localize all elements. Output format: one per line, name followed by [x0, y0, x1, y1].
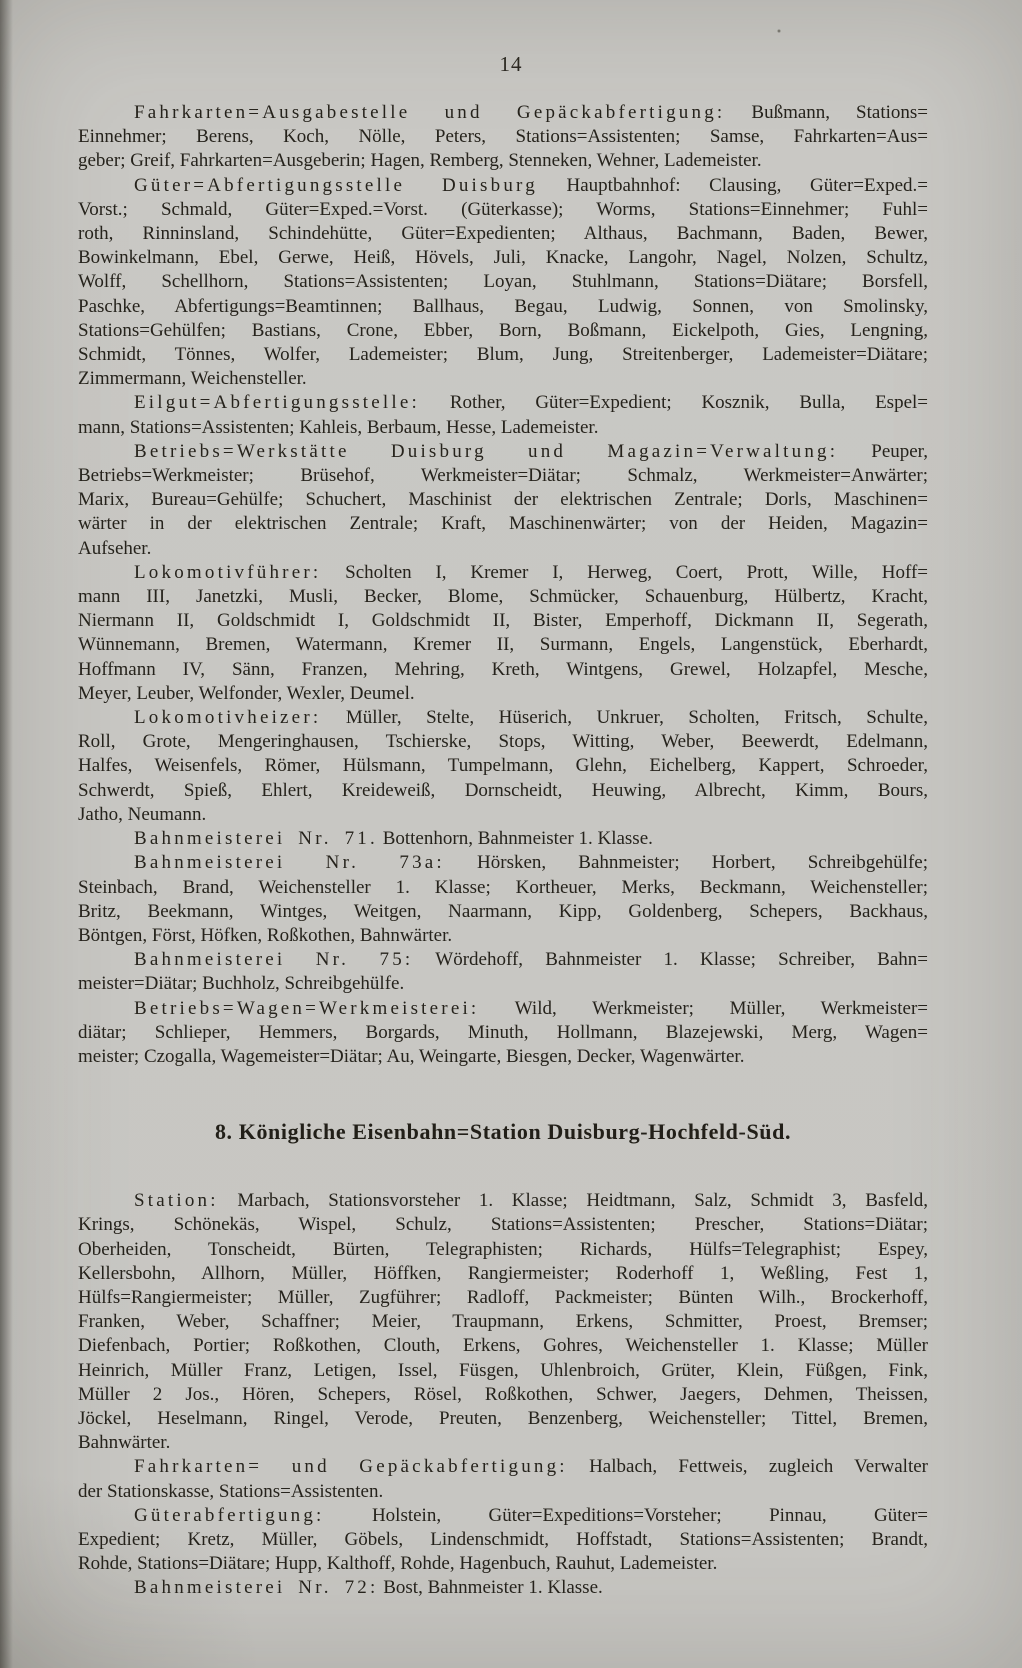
text-line: Steinbach, Brand, Weichensteller 1. Klasse; Kortheuer, Merks, Beckmann, Weichensteller;	[78, 876, 928, 898]
text-line: Güterabfertigung: Holstein, Güter=Expeditions=Vorsteher; Pinnau, Güter=	[134, 1504, 928, 1526]
text-line: Fahrkarten= und Gepäckabfertigung: Halbach, Fettweis, zugleich Verwalter	[134, 1456, 928, 1478]
text-line: Schwerdt, Spieß, Ehlert, Kreideweiß, Dornscheidt, Heuwing, Albrecht, Kimm, Bours,	[78, 779, 928, 801]
paragraph-lead: Bahnmeisterei Nr. 71.	[134, 828, 378, 850]
paragraph	[78, 391, 928, 439]
paragraph-lead: Güterabfertigung:	[134, 1504, 325, 1526]
text-line: Wünnemann, Bremen, Watermann, Kremer II, Surmann, Engels, Langenstück, Eberhardt,	[78, 634, 928, 656]
text-line: Hülfs=Rangiermeister; Müller, Zugführer; Radloff, Packmeister; Bünten Wilh., Brockerhoff,	[78, 1286, 928, 1308]
paragraph-lead: Station:	[134, 1190, 219, 1212]
text-line: mann III, Janetzki, Musli, Becker, Blome, Schmücker, Schauenburg, Hülbertz, Kracht,	[78, 586, 928, 608]
text-line: Bahnmeisterei Nr. 73a: Hörsken, Bahnmeister; Horbert, Schreibgehülfe;	[134, 852, 929, 874]
paragraph-lead: Eilgut=Abfertigungsstelle:	[134, 392, 420, 414]
paragraph-lead: Fahrkarten=Ausgabestelle und Gepäckabfertigung:	[134, 102, 726, 123]
paragraph-lead: Betriebs=Werkstätte Duisburg und Magazin=Verwaltung:	[134, 440, 839, 462]
text-line: Lokomotivheizer: Müller, Stelte, Hüserich, Unkruer, Scholten, Fritsch, Schulte,	[134, 707, 928, 729]
text-line: Vorst.; Schmald, Güter=Exped.=Vorst. (Güterkasse); Worms, Stations=Einnehmer; Fuhl=	[78, 198, 928, 220]
page-left-edge-shadow	[0, 0, 13, 1668]
paragraph-lead: Betriebs=Wagen=Werkmeisterei:	[134, 997, 480, 1019]
paragraph	[78, 174, 928, 392]
text-line: Franken, Weber, Schaffner; Meier, Traupmann, Erkens, Schmitter, Proest, Bremser;	[78, 1311, 928, 1333]
paragraph	[78, 561, 928, 706]
paragraph-lead: Bahnmeisterei Nr. 72:	[134, 1577, 379, 1599]
paragraph	[78, 706, 928, 827]
page-number: 14	[499, 52, 523, 76]
text-line: Paschke, Abfertigungs=Beamtinnen; Ballhaus, Begau, Ludwig, Sonnen, von Smolinsky,	[78, 295, 928, 317]
text-line: Betriebs=Wagen=Werkmeisterei: Wild, Werkmeister; Müller, Werkmeister=	[134, 997, 928, 1019]
text-line: Expedient; Kretz, Müller, Göbels, Lindenschmidt, Hoffstadt, Stations=Assistenten; Brandt,	[78, 1528, 928, 1550]
text-line: roth, Rinninsland, Schindehütte, Güter=Expedienten; Althaus, Bachmann, Baden, Bewer,	[78, 223, 928, 245]
text-line: Böntgen, Först, Höfken, Roßkothen, Bahnwärter.	[78, 924, 453, 946]
text-line: Hoffmann IV, Sänn, Franzen, Mehring, Kreth, Wintgens, Grewel, Holzapfel, Mesche,	[78, 658, 928, 680]
paragraph-lead: Bahnmeisterei Nr. 73a:	[134, 852, 445, 874]
text-line: Aufseher.	[78, 537, 152, 559]
text-line: Betriebs=Werkmeister; Brüsehof, Werkmeister=Diätar; Schmalz, Werkmeister=Anwärter;	[78, 465, 928, 487]
text-line: Jatho, Neumann.	[78, 803, 207, 825]
text-line: Fahrkarten=Ausgabestelle und Gepäckabfertigung: Bußmann, Stations=	[134, 102, 928, 123]
paragraph-lead: Güter=Abfertigungsstelle Duisburg	[134, 174, 538, 196]
text-line: Britz, Beekmann, Wintges, Weitgen, Naarmann, Kipp, Goldenberg, Schepers, Backhaus,	[78, 900, 928, 922]
text-line: Bahnmeisterei Nr. 75: Wördehoff, Bahnmeister 1. Klasse; Schreiber, Bahn=	[134, 949, 928, 971]
text-line: geber; Greif, Fahrkarten=Ausgeberin; Hagen, Remberg, Stenneken, Wehner, Lademeister.	[78, 150, 762, 172]
text-line: meister=Diätar; Buchholz, Schreibgehülfe.	[78, 973, 405, 995]
text-line: Marix, Bureau=Gehülfe; Schuchert, Maschinist der elektrischen Zentrale; Dorls, Maschinen=	[78, 489, 928, 511]
text-line: Heinrich, Müller Franz, Letigen, Issel, Füsgen, Uhlenbroich, Grüter, Klein, Füßgen, Fink,	[78, 1359, 928, 1381]
text-line: Halfes, Weisenfels, Römer, Hülsmann, Tumpelmann, Glehn, Eichelberg, Kappert, Schroeder,	[78, 755, 928, 777]
paragraph	[78, 948, 928, 996]
text-line: Niermann II, Goldschmidt I, Goldschmidt II, Bister, Emperhoff, Dickmann II, Segerath,	[78, 610, 928, 632]
text-line: Zimmermann, Weichensteller.	[78, 368, 307, 390]
text-line: Krings, Schönekäs, Wispel, Schulz, Stations=Assistenten; Prescher, Stations=Diätar;	[78, 1214, 928, 1236]
text-line: Bahnmeisterei Nr. 72: Bost, Bahnmeister 1. Klasse.	[134, 1577, 603, 1599]
text-line: Betriebs=Werkstätte Duisburg und Magazin=Verwaltung: Peuper,	[134, 440, 928, 462]
text-line: mann, Stations=Assistenten; Kahleis, Berbaum, Hesse, Lademeister.	[78, 416, 599, 438]
paragraph	[78, 1576, 928, 1600]
text-line: Rohde, Stations=Diätare; Hupp, Kalthoff, Rohde, Hagenbuch, Rauhut, Lademeister.	[78, 1553, 718, 1575]
text-line: Bahnmeisterei Nr. 71. Bottenhorn, Bahnmeister 1. Klasse.	[134, 828, 653, 850]
paragraph	[78, 827, 928, 851]
text-line: Meyer, Leuber, Welfonder, Wexler, Deumel.	[78, 682, 415, 704]
paragraph	[78, 1455, 928, 1503]
paragraph	[78, 851, 928, 948]
text-line: Eilgut=Abfertigungsstelle: Rother, Güter=Expedient; Kosznik, Bulla, Espel=	[134, 392, 928, 414]
text-line: diätar; Schlieper, Hemmers, Borgards, Minuth, Hollmann, Blazejewski, Merg, Wagen=	[78, 1021, 928, 1043]
text-line: Bahnwärter.	[78, 1432, 171, 1454]
paragraph	[78, 997, 928, 1070]
paragraph-lead: Lokomotivheizer:	[134, 707, 322, 729]
paragraph-lead: Lokomotivführer:	[134, 561, 322, 583]
text-line: Wolff, Schellhorn, Stations=Assistenten; Loyan, Stuhlmann, Stations=Diätare; Borsfell,	[78, 271, 928, 293]
paragraph-lead: Fahrkarten= und Gepäckabfertigung:	[134, 1456, 568, 1478]
text-block	[78, 101, 928, 1601]
paragraph	[78, 1189, 928, 1455]
section-heading: 8. Königliche Eisenbahn=Station Duisburg-Hochfeld-Süd.	[214, 1119, 792, 1145]
text-line: der Stationskasse, Stations=Assistenten.	[78, 1480, 384, 1502]
text-line: Oberheiden, Tonscheidt, Bürten, Telegraphisten; Richards, Hülfs=Telegraphist; Espey,	[78, 1238, 928, 1260]
text-line: Jöckel, Heselmann, Ringel, Verode, Preuten, Benzenberg, Weichensteller; Tittel, Bremen,	[78, 1407, 928, 1429]
paragraph	[78, 101, 928, 174]
text-line: wärter in der elektrischen Zentrale; Kraft, Maschinenwärter; von der Heiden, Magazin=	[78, 513, 928, 535]
text-line: Station: Marbach, Stationsvorsteher 1. Klasse; Heidtmann, Salz, Schmidt 3, Basfeld,	[134, 1190, 928, 1212]
text-line: meister; Czogalla, Wagemeister=Diätar; Au, Weingarte, Biesgen, Decker, Wagenwärter.	[78, 1045, 745, 1067]
text-line: Müller 2 Jos., Hören, Schepers, Rösel, Roßkothen, Schwer, Jaegers, Dehmen, Theissen,	[78, 1383, 928, 1405]
text-line: Stations=Gehülfen; Bastians, Crone, Ebber, Born, Boßmann, Eickelpoth, Gies, Lengning,	[78, 319, 928, 341]
paragraph	[78, 1504, 928, 1577]
text-line: Diefenbach, Portier; Roßkothen, Clouth, Erkens, Gohres, Weichensteller 1. Klasse; Müller	[78, 1335, 928, 1357]
text-line: Einnehmer; Berens, Koch, Nölle, Peters, Stations=Assistenten; Samse, Fahrkarten=Aus=	[78, 126, 928, 148]
paragraph	[78, 440, 928, 561]
text-line: Kellersbohn, Allhorn, Müller, Höffken, Rangiermeister; Roderhoff 1, Weßling, Fest 1,	[78, 1262, 928, 1284]
text-line: Güter=Abfertigungsstelle Duisburg Hauptbahnhof: Clausing, Güter=Exped.=	[134, 174, 928, 196]
paragraph-lead: Bahnmeisterei Nr. 75:	[134, 949, 414, 971]
text-line: Lokomotivführer: Scholten I, Kremer I, Herweg, Coert, Prott, Wille, Hoff=	[134, 561, 928, 583]
text-line: Bowinkelmann, Ebel, Gerwe, Heiß, Hövels, Juli, Knacke, Langohr, Nagel, Nolzen, Schultz,	[78, 247, 928, 269]
text-line: Roll, Grote, Mengeringhausen, Tschierske, Stops, Witting, Weber, Beewerdt, Edelmann,	[78, 731, 928, 753]
text-line: Schmidt, Tönnes, Wolfer, Lademeister; Blum, Jung, Streitenberger, Lademeister=Diätare;	[78, 344, 928, 366]
